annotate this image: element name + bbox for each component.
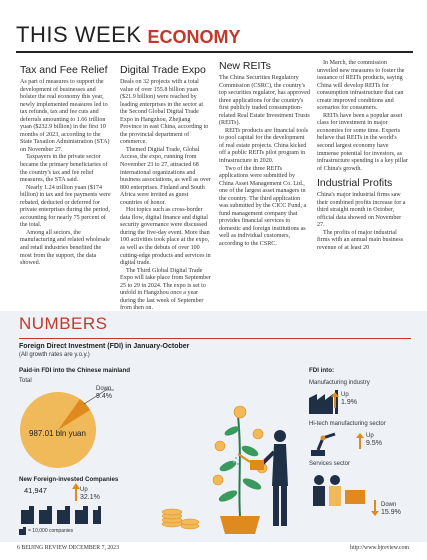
header-rule	[16, 51, 413, 53]
article-paragraph: Themed Digital Trade, Global Access, the expo, running from November 23 to 27, attracted 68 international organizations and business associations, as well as over 800 enterprises. Finland and South Africa were invited as guest countries of honor.	[120, 146, 211, 206]
up-arrow-icon	[356, 433, 364, 449]
new-firms-value: 41,947	[24, 486, 47, 495]
article-paragraph: The Third Global Digital Trade Expo will take place from September 25 to 29 in 2024. The expo is set to unfold in Hangzhou once a year during the last week of September from then on.	[120, 267, 211, 312]
sector-value: 9.5%	[366, 440, 382, 447]
sector-direction: Up	[366, 433, 374, 439]
building-icon	[39, 506, 52, 524]
article-paragraph: REITs have been a popular asset class for investment in major economies for some time. Experts believe that REITs in the world's second largest economy have immense potential for investors, as infrastructure spending is a key pillar of China's growth.	[317, 112, 408, 172]
article-paragraph: Deals on 32 projects with a total value of over 155.8 billion yuan ($21.9 billion) were reached by leading enterprises in the sector at the Second Global Digital Trade Expo in Hangzhou, Zhejiang Province in east China, according to the provincial department of commerce.	[120, 79, 209, 146]
article-reits-continued	[317, 60, 408, 253]
article-paragraph: The China Securities Regulatory Commission (CSRC), the country's top securities regulator, has approved three applications for the country's first publicly traded consumption-related Real Estate Investment Trusts (REITs).	[219, 75, 310, 127]
header-title: THIS WEEK	[16, 22, 142, 47]
numbers-rule	[19, 338, 411, 339]
building-legend-icon	[19, 527, 27, 535]
down-value: 9.4%	[96, 393, 112, 400]
sector-name: Manufacturing industry	[309, 380, 370, 386]
sector-value: 15.9%	[381, 509, 401, 516]
sector-value: 1.9%	[341, 399, 357, 406]
article-paragraph: Two of the three REITs applications were submitted by China Asset Management Co. Ltd., one of the largest asset managers in the country. The third application was submitted by the CICC Fund, a fund management company that provides financial services to domestic and foreign institutions as well as individual customers, according to the CSRC.	[219, 165, 307, 248]
article-paragraph: In March, the commission unveiled new measures to foster the issuance of REITs products, saying China will develop REITs for consumption infrastructure that can create improved conditions and scenarios for consumers.	[317, 60, 405, 112]
article-paragraph: Among all sectors, the manufacturing and related wholesale and retail industries benefited the most from the support, the data showed.	[20, 229, 110, 267]
article-paragraph: As part of measures to support the development of businesses and bolster the real economy this year, newly implemented measures led to tax refunds, tax and fee cuts and deferrals amounting to 1.66 trillion yuan ($232.9 billion) in the first 10 months of 2023, according to the State Taxation Administration (STA) on November 27.	[20, 79, 110, 153]
footer-url[interactable]: http://www.bjreview.com	[350, 545, 409, 551]
sector-direction: Down	[381, 502, 397, 508]
sector-name: Hi-tech manufacturing sector	[309, 421, 386, 427]
article-paragraph: Taxpayers in the private sector became the primary beneficiaries of the country's tax and fee relief measures, the STA said.	[20, 154, 108, 184]
building-icon	[21, 506, 34, 524]
page-header	[16, 22, 241, 48]
plant-stem	[238, 416, 240, 516]
coin-stack-icon	[162, 509, 199, 529]
new-firms-up-label: Up	[80, 487, 88, 493]
down-arrow-icon	[371, 500, 379, 516]
new-firms-title: New Foreign-invested Companies	[19, 476, 119, 483]
article-heading: Tax and Fee Relief	[20, 64, 108, 76]
building-icon	[57, 506, 70, 524]
article-paragraph: Nearly 1.24 trillion yuan ($174 billion) in tax and fee payments were rebated, deducted or deferred for private enterprises during the period, accounting for nearly 75 percent of the total.	[20, 184, 111, 229]
icon-legend: = 10,000 companies	[28, 528, 74, 534]
article-digital-trade-expo	[120, 60, 211, 313]
total-value: 987.01 bln yuan	[29, 429, 86, 438]
building-icon	[93, 506, 101, 524]
sector-direction: Up	[341, 392, 349, 398]
article-paragraph: REITs products are financial tools to pool capital for the development of real estate projects. China kicked off a public REITs pilot program in infrastructure in 2020.	[219, 127, 309, 165]
chart-title: Foreign Direct Investment (FDI) in January-October	[19, 343, 190, 350]
total-label: Total	[19, 378, 32, 384]
new-firms-up-value: 32.1%	[80, 494, 100, 501]
article-paragraph: China's major industrial firms saw their combined profits increase for a third straight month in October, official data showed on November 27.	[317, 192, 406, 229]
header-section: ECONOMY	[147, 27, 241, 47]
article-heading: New REITs	[219, 60, 271, 72]
building-icon	[75, 506, 88, 524]
numbers-title: NUMBERS	[19, 314, 108, 333]
up-arrow-icon	[331, 392, 339, 408]
pot-icon	[220, 516, 260, 534]
fdi-into-title: FDI into:	[309, 367, 335, 374]
article-heading: Digital Trade Expo	[120, 64, 206, 76]
up-arrow-icon	[72, 483, 80, 501]
article-new-reits	[219, 60, 310, 249]
paid-in-title: Paid-in FDI into the Chinese mainland	[19, 367, 131, 374]
watering-can-icon	[238, 454, 264, 470]
article-paragraph: The profits of major industrial firms with an annual main business revenue of at least 20	[317, 229, 404, 252]
footer-left: 6 BEIJING REVIEW DECEMBER 7, 2023	[17, 545, 119, 551]
article-paragraph: Hot topics such as cross-border data flow, digital finance and digital security governance were discussed during the five-day event. More than 100 activities took place at the expo, as well as the debuts of over 100 cutting-edge products and services in digital trade.	[120, 207, 211, 267]
company-icons-row	[19, 504, 139, 526]
article-tax-relief	[20, 60, 111, 268]
robot-arm-icon	[309, 430, 355, 456]
article-heading: Industrial Profits	[317, 177, 393, 190]
down-label: Down	[96, 386, 112, 392]
person-icon	[262, 430, 288, 526]
investor-watering-illustration	[150, 376, 300, 538]
chart-subtitle: (All growth rates are y.o.y.)	[19, 352, 90, 358]
services-people-icon	[309, 470, 369, 514]
sector-name: Services sector	[309, 461, 351, 467]
